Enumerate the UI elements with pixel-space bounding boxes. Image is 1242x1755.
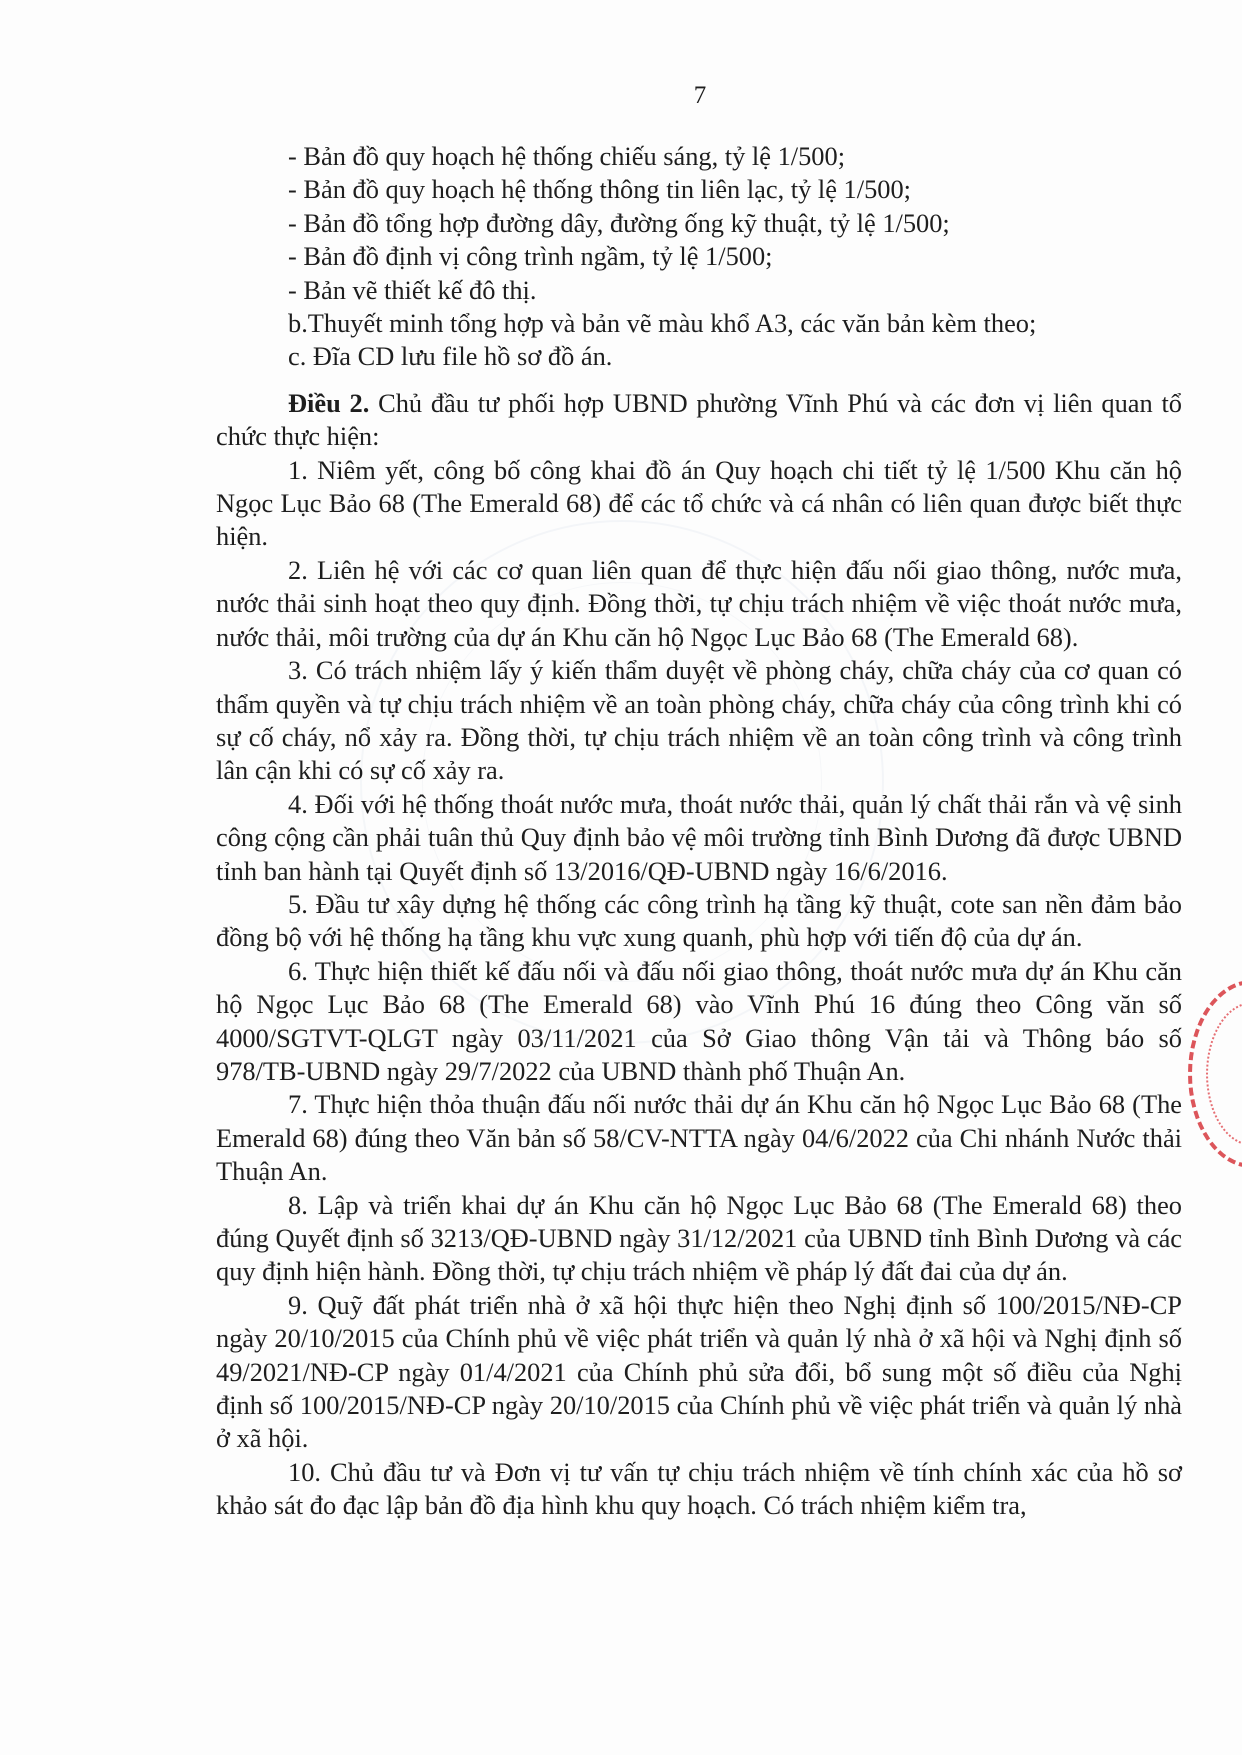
article-2-intro: [216, 387, 1182, 454]
article-paragraph-10: 10. Chủ đầu tư và Đơn vị tư vấn tự chịu trách nhiệm về tính chính xác của hồ sơ khảo sát đo đạc lập bản đồ địa hình khu quy hoạch. Có trách nhiệm kiểm tra,: [216, 1456, 1182, 1521]
list-item: - Bản đồ tổng hợp đường dây, đường ống kỹ thuật, tỷ lệ 1/500;: [288, 207, 950, 238]
document-body: [216, 140, 1182, 1523]
article-paragraph-7: 7. Thực hiện thỏa thuận đấu nối nước thải dự án Khu căn hộ Ngọc Lục Bảo 68 (The Emerald 68) đúng theo Văn bản số 58/CV-NTTA ngày 04/6/2022 của Chi nhánh Nước thải Thuận An.: [216, 1089, 1182, 1187]
article-paragraph-9: 9. Quỹ đất phát triển nhà ở xã hội thực hiện theo Nghị định số 100/2015/NĐ-CP ngày 20/10/2015 của Chính phủ về việc phát triển và quản lý nhà ở xã hội và Nghị định số 49/2021/NĐ-CP ngày 01/4/2021 của Chính phủ sửa đổi, bổ sung một số điều của Nghị định số 100/2015/NĐ-CP ngày 20/10/2015 của Chính phủ về việc phát triển và quản lý nhà ở xã hội.: [216, 1289, 1182, 1454]
article-paragraph-4: 4. Đối với hệ thống thoát nước mưa, thoát nước thải, quản lý chất thải rắn và vệ sinh công cộng cần phải tuân thủ Quy định bảo vệ môi trường tỉnh Bình Dương đã được UBND tỉnh ban hành tại Quyết định số 13/2016/QĐ-UBND ngày 16/6/2016.: [216, 788, 1182, 886]
article-paragraph-2: 2. Liên hệ với các cơ quan liên quan để thực hiện đấu nối giao thông, nước mưa, nước thải sinh hoạt theo quy định. Đồng thời, tự chịu trách nhiệm về việc thoát nước mưa, nước thải, môi trường của dự án Khu căn hộ Ngọc Lục Bảo 68 (The Emerald 68).: [216, 554, 1182, 652]
item-b: b.Thuyết minh tổng hợp và bản vẽ màu khổ A3, các văn bản kèm theo;: [288, 308, 1037, 339]
article-paragraph-1: 1. Niêm yết, công bố công khai đồ án Quy hoạch chi tiết tỷ lệ 1/500 Khu căn hộ Ngọc Lục Bảo 68 (The Emerald 68) để các tổ chức và cá nhân có liên quan được biết thực hiện.: [216, 454, 1182, 552]
list-item: - Bản đồ định vị công trình ngầm, tỷ lệ 1/500;: [288, 241, 773, 272]
red-seal-stamp: [1188, 980, 1242, 1168]
article-paragraph-5: 5. Đầu tư xây dựng hệ thống các công trình hạ tầng kỹ thuật, cote san nền đảm bảo đồng bộ với hệ thống hạ tầng khu vực xung quanh, phù hợp với tiến độ của dự án.: [216, 888, 1182, 953]
list-item: - Bản vẽ thiết kế đô thị.: [288, 274, 537, 305]
list-item: - Bản đồ quy hoạch hệ thống chiếu sáng, tỷ lệ 1/500;: [288, 141, 846, 171]
article-heading: Điều 2.: [288, 387, 370, 418]
list-item: - Bản đồ quy hoạch hệ thống thông tin liên lạc, tỷ lệ 1/500;: [288, 174, 912, 205]
article-paragraph-6: 6. Thực hiện thiết kế đấu nối và đấu nối giao thông, thoát nước mưa dự án Khu căn hộ Ngọc Lục Bảo 68 (The Emerald 68) vào Vĩnh Phú 16 đúng theo Công văn số 4000/SGTVT-QLGT ngày 03/11/2021 của Sở Giao thông Vận tải và Thông báo số 978/TB-UBND ngày 29/7/2022 của UBND thành phố Thuận An.: [216, 955, 1182, 1086]
article-intro-text: Chủ đầu tư phối hợp UBND phường Vĩnh Phú và các đơn vị liên quan tổ chức thực hiện:: [216, 387, 1182, 452]
item-c: c. Đĩa CD lưu file hồ sơ đồ án.: [288, 341, 613, 372]
page-number: 7: [693, 82, 707, 109]
article-paragraph-3: 3. Có trách nhiệm lấy ý kiến thẩm duyệt về phòng cháy, chữa cháy của cơ quan có thẩm quyền và tự chịu trách nhiệm về an toàn phòng cháy, chữa cháy của công trình khi có sự cố cháy, nổ xảy ra. Đồng thời, tự chịu trách nhiệm về an toàn công trình và công trình lân cận khi có sự cố xảy ra.: [216, 655, 1182, 786]
article-paragraph-8: 8. Lập và triển khai dự án Khu căn hộ Ngọc Lục Bảo 68 (The Emerald 68) theo đúng Quyết định số 3213/QĐ-UBND ngày 31/12/2021 của UBND tỉnh Bình Dương và các quy định hiện hành. Đồng thời, tự chịu trách nhiệm về pháp lý đất đai của dự án.: [216, 1189, 1182, 1287]
